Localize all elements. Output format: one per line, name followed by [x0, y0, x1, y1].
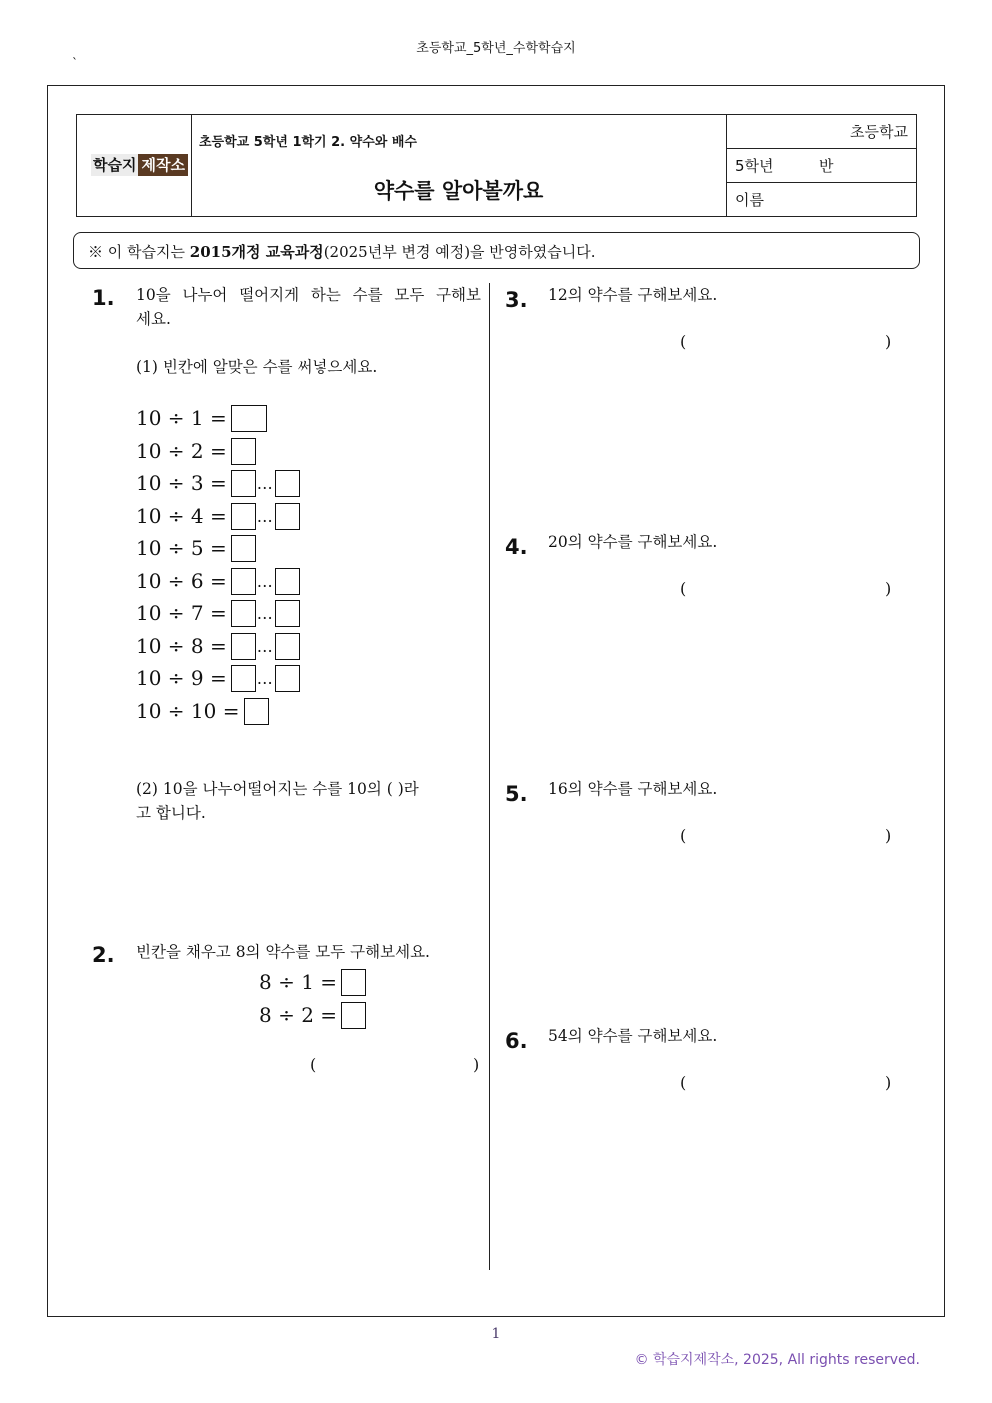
quotient-box[interactable] [231, 470, 256, 497]
quotient-box[interactable] [231, 568, 256, 595]
remainder-dots: … [256, 603, 274, 623]
quotient-box[interactable] [231, 600, 256, 627]
logo-text-part2: 제작소 [138, 154, 187, 176]
notice-prefix: ※ 이 학습지는 [88, 243, 190, 261]
question-6-text: 54의 약수를 구해보세요. [548, 1027, 718, 1045]
quotient-box[interactable] [231, 633, 256, 660]
equation-row [136, 696, 269, 726]
remainder-box[interactable] [275, 503, 300, 530]
equation-lhs: 10 ÷ 8 = [136, 634, 227, 658]
question-1-text-line1: 10을 나누어 떨어지게 하는 수를 모두 구해보 [136, 286, 481, 304]
answer-box[interactable] [341, 1002, 366, 1029]
equation-row [136, 436, 256, 466]
question-3-text: 12의 약수를 구해보세요. [548, 286, 718, 304]
answer-paren-open: ( [680, 332, 687, 351]
curriculum-notice [73, 232, 920, 269]
question-6-number: 6. [505, 1029, 528, 1053]
equation-row [136, 631, 300, 661]
student-info [726, 115, 917, 216]
tick-mark: ` [72, 56, 78, 70]
equation-row [136, 501, 300, 531]
question-3-number: 3. [505, 288, 528, 312]
equation-lhs: 10 ÷ 5 = [136, 536, 227, 560]
notice-suffix: (2025년부 변경 예정)을 반영하였습니다. [323, 243, 596, 261]
equation-lhs: 10 ÷ 9 = [136, 666, 227, 690]
quotient-box[interactable] [231, 665, 256, 692]
remainder-dots: … [256, 506, 274, 526]
grade-class-row[interactable] [727, 149, 917, 183]
equation-lhs: 8 ÷ 1 = [259, 970, 338, 994]
question-4-text: 20의 약수를 구해보세요. [548, 533, 718, 551]
logo-cell [77, 115, 192, 216]
equation-row [136, 663, 300, 693]
answer-paren-close: ) [473, 1055, 480, 1074]
equation-lhs: 8 ÷ 2 = [259, 1003, 338, 1027]
remainder-dots: … [256, 473, 274, 493]
question-5-text: 16의 약수를 구해보세요. [548, 780, 718, 798]
question-5-number: 5. [505, 782, 528, 806]
question-1-sub2-line2: 고 합니다. [136, 804, 206, 822]
name-label: 이름 [735, 191, 764, 209]
remainder-dots: … [256, 636, 274, 656]
course-line: 초등학교 5학년 1학기 2. 약수와 배수 [199, 135, 417, 150]
question-1-sub1: (1) 빈칸에 알맞은 수를 써넣으세요. [136, 358, 378, 376]
answer-paren-open: ( [680, 826, 687, 845]
question-2-text: 빈칸을 채우고 8의 약수를 모두 구해보세요. [136, 943, 430, 961]
equation-row [136, 403, 267, 433]
remainder-box[interactable] [275, 633, 300, 660]
answer-paren-open: ( [680, 579, 687, 598]
page-number: 1 [491, 1326, 501, 1342]
grade-label: 5학년 [735, 157, 774, 175]
equation-row [259, 1000, 366, 1030]
class-label: 반 [819, 157, 834, 175]
lesson-title: 약수를 알아볼까요 [373, 179, 544, 203]
logo-text-part1: 학습지 [93, 156, 137, 174]
notice-text [88, 241, 596, 262]
header-table [76, 114, 917, 217]
equation-row [136, 566, 300, 596]
school-label: 초등학교 [850, 123, 908, 141]
question-4-answer-area[interactable] [694, 576, 880, 602]
question-1-number: 1. [92, 286, 115, 310]
answer-paren-close: ) [885, 1073, 892, 1092]
logo [91, 154, 188, 176]
equation-row [136, 598, 300, 628]
answer-box[interactable] [231, 438, 256, 465]
equation-row [259, 967, 366, 997]
question-3-answer-area[interactable] [694, 329, 880, 355]
equation-lhs: 10 ÷ 10 = [136, 699, 240, 723]
name-row[interactable] [727, 183, 917, 216]
answer-paren-close: ) [885, 332, 892, 351]
equation-row [136, 533, 256, 563]
equation-lhs: 10 ÷ 6 = [136, 569, 227, 593]
remainder-dots: … [256, 571, 274, 591]
question-2-answer-area[interactable] [324, 1052, 470, 1078]
question-6-answer-area[interactable] [694, 1070, 880, 1096]
equation-lhs: 10 ÷ 7 = [136, 601, 227, 625]
running-header: 초등학교_5학년_수학학습지 [416, 41, 576, 56]
remainder-box[interactable] [275, 665, 300, 692]
equation-lhs: 10 ÷ 2 = [136, 439, 227, 463]
answer-box[interactable] [231, 405, 267, 432]
question-2-number: 2. [92, 943, 115, 967]
copyright-notice: © 학습지제작소, 2025, All rights reserved. [634, 1352, 920, 1368]
answer-box[interactable] [231, 535, 256, 562]
answer-paren-close: ) [885, 826, 892, 845]
remainder-box[interactable] [275, 470, 300, 497]
quotient-box[interactable] [231, 503, 256, 530]
question-1-text-line2: 세요. [136, 310, 171, 328]
answer-paren-open: ( [680, 1073, 687, 1092]
answer-paren-open: ( [310, 1055, 317, 1074]
column-divider [489, 283, 490, 1270]
question-4-number: 4. [505, 535, 528, 559]
answer-box[interactable] [341, 969, 366, 996]
answer-paren-close: ) [885, 579, 892, 598]
notice-bold: 2015개정 교육과정 [189, 243, 324, 261]
remainder-dots: … [256, 668, 274, 688]
question-1-sub2-line1: (2) 10을 나누어떨어지는 수를 10의 ( )라 [136, 780, 419, 798]
answer-box[interactable] [244, 698, 269, 725]
remainder-box[interactable] [275, 600, 300, 627]
equation-row [136, 468, 300, 498]
school-row[interactable] [727, 115, 917, 149]
equation-lhs: 10 ÷ 3 = [136, 471, 227, 495]
remainder-box[interactable] [275, 568, 300, 595]
question-5-answer-area[interactable] [694, 823, 880, 849]
equation-lhs: 10 ÷ 4 = [136, 504, 227, 528]
equation-lhs: 10 ÷ 1 = [136, 406, 227, 430]
